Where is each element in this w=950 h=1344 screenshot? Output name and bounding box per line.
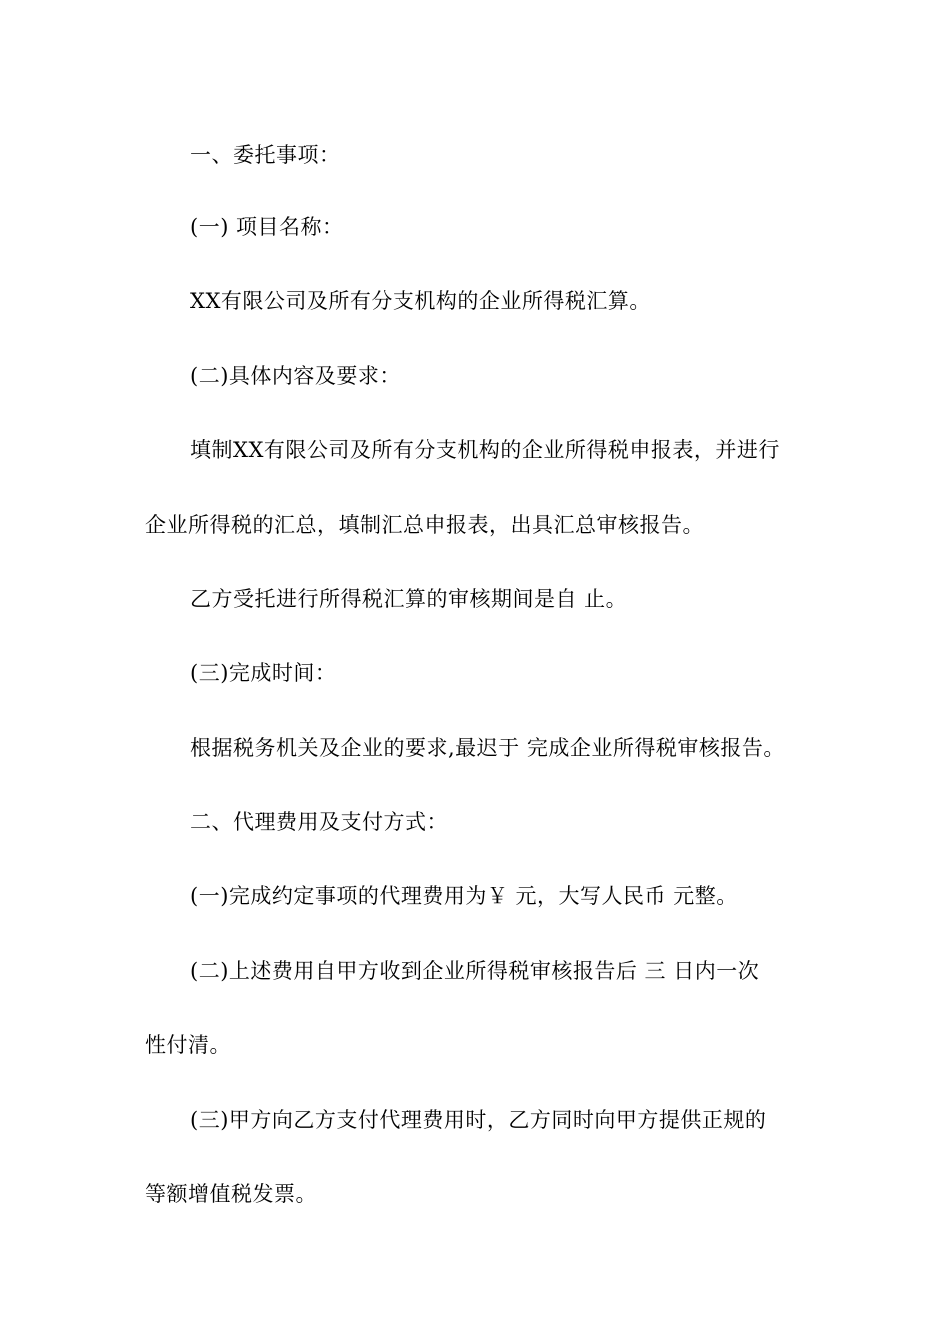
paragraph-invoice-line-2: 等额增值税发票。 xyxy=(145,1182,317,1206)
subheading-completion-time: (三)完成时间： xyxy=(190,661,337,685)
section-heading-entrusted-matters: 一、委托事项： xyxy=(190,143,341,167)
paragraph-audit-period: 乙方受托进行所得税汇算的审核期间是自 止。 xyxy=(190,587,628,611)
paragraph-payment-term-line-2: 性付清。 xyxy=(145,1033,231,1057)
paragraph-completion-deadline: 根据税务机关及企业的要求,最迟于 完成企业所得税审核报告。 xyxy=(190,736,785,760)
section-heading-fees-payment: 二、代理费用及支付方式： xyxy=(190,810,448,834)
paragraph-invoice-line-1: (三)甲方向乙方支付代理费用时，乙方同时向甲方提供正规的 xyxy=(190,1108,767,1132)
paragraph-content-line-1: 填制XX有限公司及所有分支机构的企业所得税申报表，并进行 xyxy=(190,438,780,462)
paragraph-payment-term-line-1: (二)上述费用自甲方收到企业所得税审核报告后 三 日内一次 xyxy=(190,959,760,983)
paragraph-project-name: XX有限公司及所有分支机构的企业所得税汇算。 xyxy=(190,289,651,313)
subheading-project-name: (一) 项目名称： xyxy=(190,215,344,239)
paragraph-fee-amount: (一)完成约定事项的代理费用为￥ 元，大写人民币 元整。 xyxy=(190,884,738,908)
subheading-content-requirements: (二)具体内容及要求： xyxy=(190,364,401,388)
paragraph-content-line-2: 企业所得税的汇总，填制汇总申报表，出具汇总审核报告。 xyxy=(145,513,704,537)
